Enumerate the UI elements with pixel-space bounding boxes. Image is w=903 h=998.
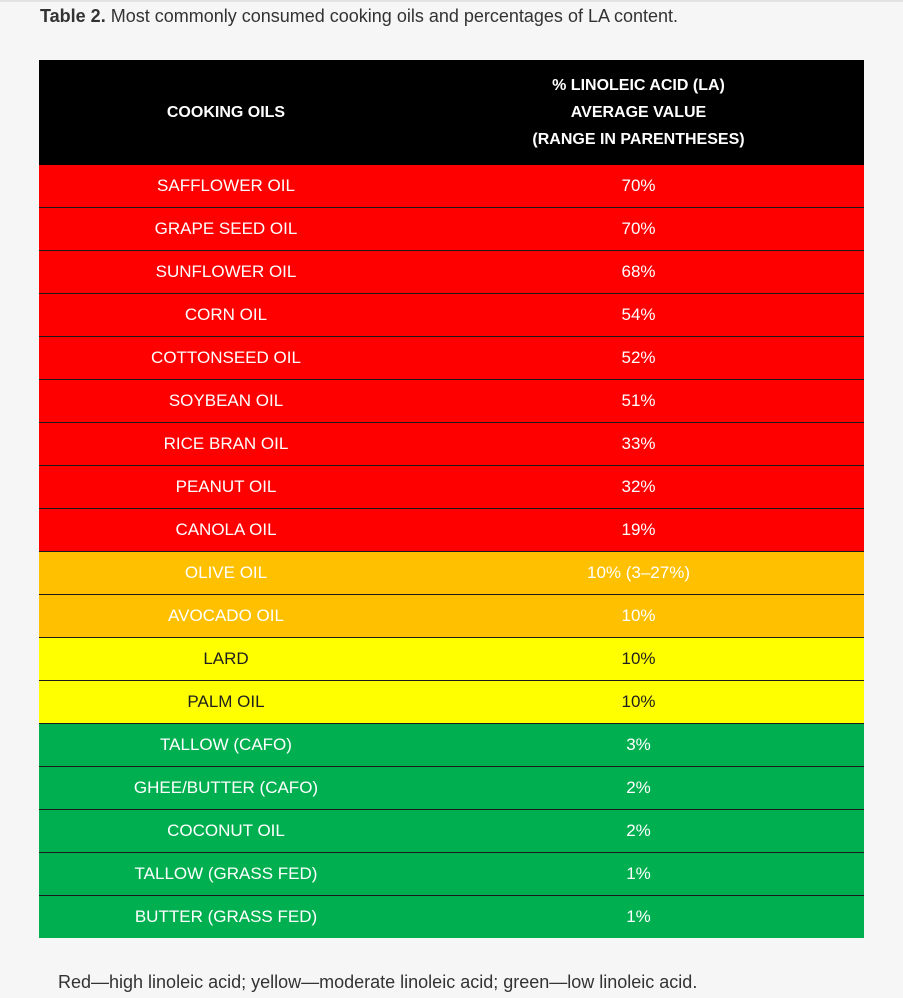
cell-la-value: 10% xyxy=(413,681,864,724)
table-row xyxy=(39,724,864,767)
cell-la-value: 32% xyxy=(413,466,864,509)
table-row xyxy=(39,423,864,466)
header-la-line1: % LINOLEIC ACID (LA) xyxy=(552,77,725,94)
cell-la-value: 10% xyxy=(413,638,864,681)
table-row xyxy=(39,810,864,853)
header-la-line3: (RANGE IN PARENTHESES) xyxy=(532,131,745,148)
table-row xyxy=(39,638,864,681)
cell-oil-name: SAFFLOWER OIL xyxy=(39,165,413,208)
cell-la-value: 2% xyxy=(413,810,864,853)
cell-la-value: 2% xyxy=(413,767,864,810)
cell-la-value: 68% xyxy=(413,251,864,294)
table-row xyxy=(39,767,864,810)
cell-oil-name: CORN OIL xyxy=(39,294,413,337)
table-row xyxy=(39,896,864,939)
table-footnote: Red—high linoleic acid; yellow—moderate linoleic acid; green—low linoleic acid. xyxy=(58,972,698,992)
cell-la-value: 10% xyxy=(413,595,864,638)
cell-oil-name: SUNFLOWER OIL xyxy=(39,251,413,294)
header-la-line2: AVERAGE VALUE xyxy=(570,104,707,121)
cell-la-value: 54% xyxy=(413,294,864,337)
cell-la-value: 52% xyxy=(413,337,864,380)
cell-oil-name: COTTONSEED OIL xyxy=(39,337,413,380)
cell-la-value: 1% xyxy=(413,853,864,896)
header-linoleic-acid xyxy=(413,60,864,165)
table-header-row xyxy=(39,60,864,165)
cell-oil-name: BUTTER (GRASS FED) xyxy=(39,896,413,939)
caption-text: Most commonly consumed cooking oils and percentages of LA content. xyxy=(105,6,679,26)
cell-oil-name: AVOCADO OIL xyxy=(39,595,413,638)
cell-la-value: 51% xyxy=(413,380,864,423)
table-row xyxy=(39,251,864,294)
top-divider xyxy=(0,0,903,2)
cell-oil-name: GHEE/BUTTER (CAFO) xyxy=(39,767,413,810)
cell-la-value: 1% xyxy=(413,896,864,939)
cell-la-value: 70% xyxy=(413,208,864,251)
cell-la-value: 33% xyxy=(413,423,864,466)
oils-table xyxy=(39,60,864,938)
table-row xyxy=(39,380,864,423)
cell-oil-name: SOYBEAN OIL xyxy=(39,380,413,423)
table-body xyxy=(39,165,864,938)
cell-la-value: 10% (3–27%) xyxy=(413,552,864,595)
cell-oil-name: PEANUT OIL xyxy=(39,466,413,509)
table-row xyxy=(39,552,864,595)
cell-oil-name: LARD xyxy=(39,638,413,681)
table-row xyxy=(39,853,864,896)
header-cooking-oils: COOKING OILS xyxy=(39,60,413,165)
cell-oil-name: TALLOW (CAFO) xyxy=(39,724,413,767)
table-row xyxy=(39,681,864,724)
table-row xyxy=(39,294,864,337)
table-row xyxy=(39,165,864,208)
table-row xyxy=(39,208,864,251)
table-row xyxy=(39,337,864,380)
table-row xyxy=(39,466,864,509)
cell-la-value: 19% xyxy=(413,509,864,552)
cell-oil-name: OLIVE OIL xyxy=(39,552,413,595)
cell-oil-name: RICE BRAN OIL xyxy=(39,423,413,466)
caption-label: Table 2. xyxy=(40,6,106,26)
cell-oil-name: PALM OIL xyxy=(39,681,413,724)
cell-oil-name: COCONUT OIL xyxy=(39,810,413,853)
cell-oil-name: GRAPE SEED OIL xyxy=(39,208,413,251)
table-row xyxy=(39,595,864,638)
table-row xyxy=(39,509,864,552)
cell-oil-name: CANOLA OIL xyxy=(39,509,413,552)
oils-table-container xyxy=(39,60,864,938)
cell-la-value: 70% xyxy=(413,165,864,208)
cell-oil-name: TALLOW (GRASS FED) xyxy=(39,853,413,896)
table-caption xyxy=(40,6,678,27)
cell-la-value: 3% xyxy=(413,724,864,767)
